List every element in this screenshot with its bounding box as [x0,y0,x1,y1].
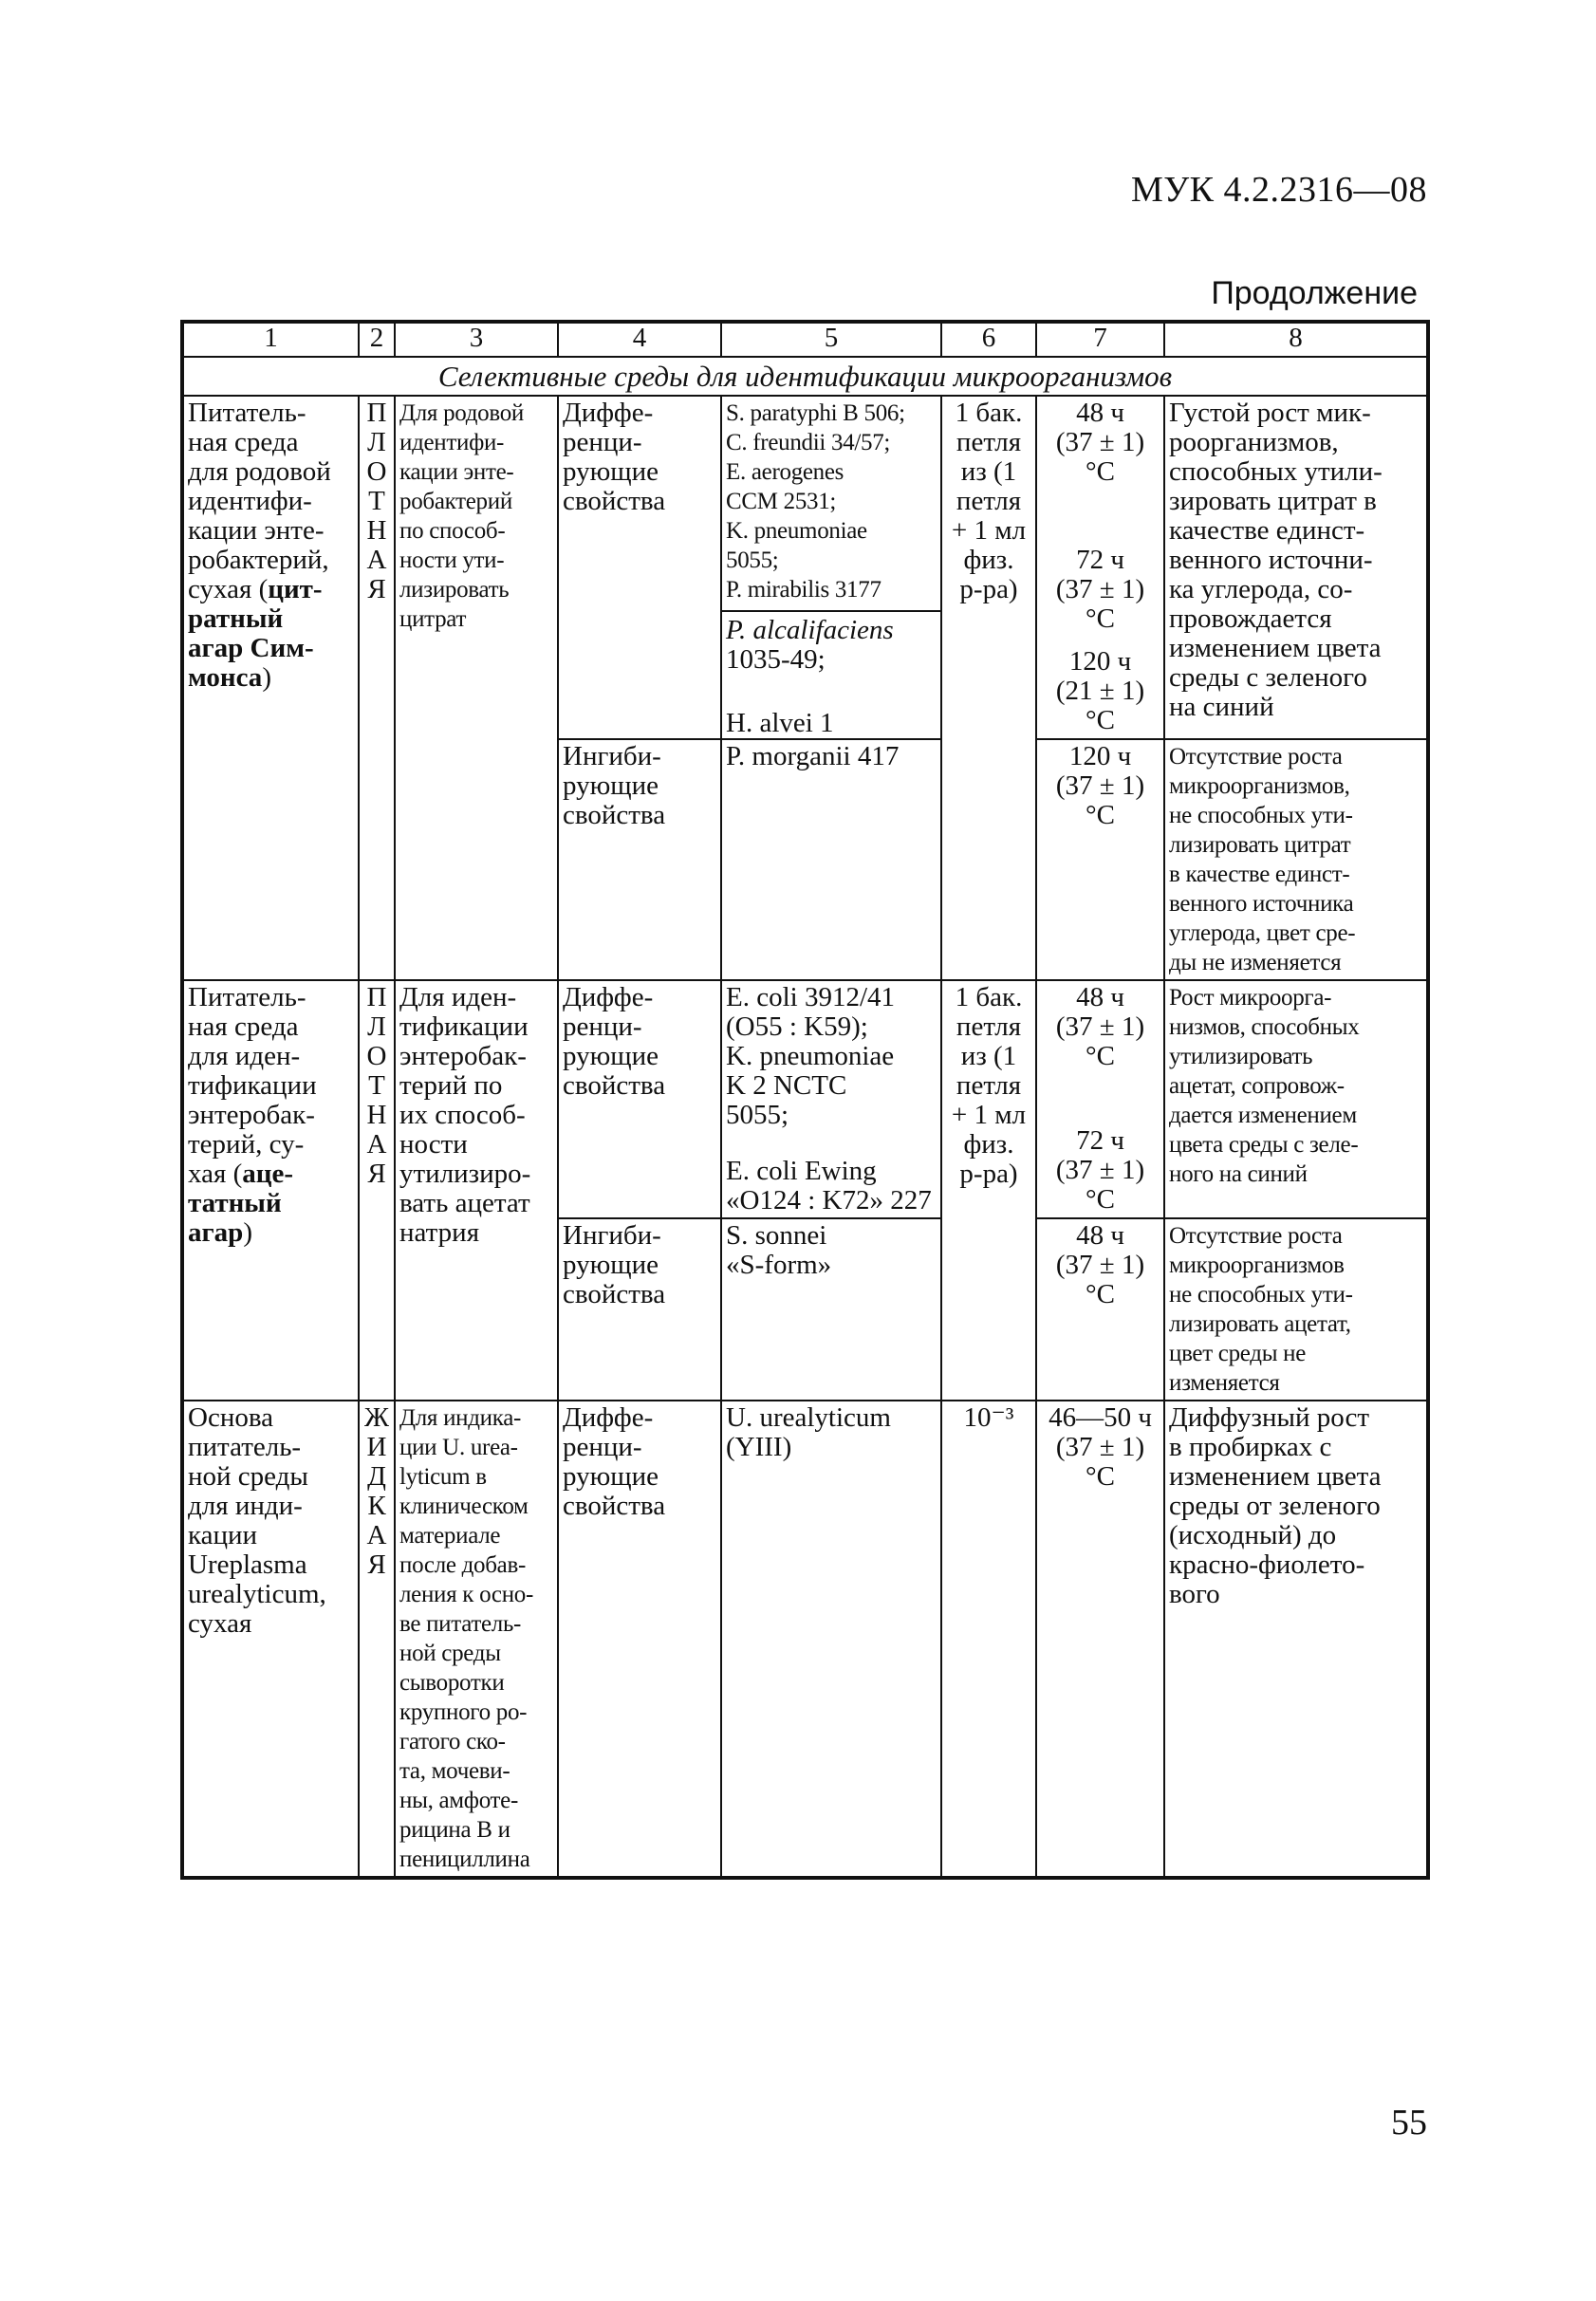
test-strains: S. paratyphi B 506; C. freundii 34/57; E. aerogenes CCM 2531; K. pneumoniae 5055; P. mirabilis 3177 [726,400,905,603]
test-strains: S. sonnei «S-form» [721,1218,941,1401]
test-strains-group [722,610,940,738]
table-row [182,1401,1428,1878]
medium-name-bold: аце- татный агар [188,1159,293,1248]
property-label: Диффе- ренци- рующие свойства [558,396,721,739]
medium-name: Питатель- ная среда для родовой идентифи- кации энте- робактерий, сухая ( [188,398,331,604]
medium-name: Питатель- ная среда для иден- тификации энтеробак- терий, су- хая ( [188,982,317,1189]
column-number: 3 [395,322,558,357]
inoculum-dose: 1 бак. петля из (1 петля + 1 мл физ. р-ра) [941,396,1036,980]
medium-name-cell [182,980,359,1401]
medium-name: Основа питатель- ной среды для инди- кации Ureplasma urealyticum, сухая [182,1401,359,1878]
continuation-label: Продолжение [1211,275,1418,311]
incubation-time: 48 ч (37 ± 1) °С [1055,398,1145,487]
expected-result: Густой рост мик- роорганизмов, способных утили- зировать цитрат в качестве единст- венного источни- ка углерода, со- провождается изменением цвета среды с зеленого на синий [1164,396,1428,739]
column-number: 6 [941,322,1036,357]
test-strain-italic: P. alcalifaciens [726,615,894,645]
inoculum-dose: 1 бак. петля из (1 петля + 1 мл физ. р-ра) [941,980,1036,1401]
strains-cell [721,980,941,1218]
incubation-time: 72 ч (37 ± 1) °С [1055,1125,1145,1215]
medium-purpose: Для иден- тификации энтеробак- терий по их способ- ности утилизиро- вать ацетат натрия [395,980,558,1401]
table-row [182,980,1428,1218]
test-strains: E. coli 3912/41 (O55 : K59); K. pneumoniae K 2 NCTC 5055; [726,982,896,1130]
property-label: Диффе- ренци- рующие свойства [558,1401,721,1878]
test-strain: 1035-49; [726,644,826,675]
column-number: 1 [182,322,359,357]
test-strains: E. coli Ewing «O124 : K72» 227 [726,1156,932,1215]
strains-cell [721,396,941,739]
expected-result: Отсутствие роста микроорганизмов не способных ути- лизировать ацетат, цвет среды не изменяется [1164,1218,1428,1401]
column-number: 2 [359,322,395,357]
section-title: Селективные среды для идентификации микроорганизмов [182,357,1428,396]
medium-name-end: ) [243,1217,252,1248]
column-number: 8 [1164,322,1428,357]
medium-name-end: ) [262,662,271,693]
column-number: 4 [558,322,721,357]
incubation-time: 48 ч (37 ± 1) °С [1036,1218,1164,1401]
media-table [180,320,1430,1880]
medium-name-cell [182,396,359,980]
test-strains: U. urealyticum (YIII) [721,1401,941,1878]
expected-result: Отсутствие роста микроорганизмов, не способных ути- лизировать цитрат в качестве единст- венного источника углерода, цвет сре- ды не изменяется [1164,739,1428,980]
test-strain: H. alvei 1 [726,708,834,738]
medium-form: Ж И Д К А Я [359,1401,395,1878]
incubation-time: 120 ч (21 ± 1) °С [1055,646,1145,735]
incubation-time: 120 ч (37 ± 1) °С [1036,739,1164,980]
incubation-time: 72 ч (37 ± 1) °С [1055,545,1145,634]
property-label: Диффе- ренци- рующие свойства [558,980,721,1218]
page-number: 55 [1391,2103,1427,2143]
medium-purpose: Для родовой идентифи- кации энте- робактерий по способ- ности ути- лизировать цитрат [395,396,558,980]
test-strains: P. morganii 417 [721,739,941,980]
inoculum-dose: 10⁻³ [941,1401,1036,1878]
medium-purpose: Для индика- ции U. urea- lyticum в клиническом материале после добав- ления к осно- ве питатель- ной среды сыворотки крупного ро- гатого ско- та, мочеви- ны, амфоте- рицина В и пенициллина [395,1401,558,1878]
column-number: 7 [1036,322,1164,357]
incubation-time: 48 ч (37 ± 1) °С [1055,982,1145,1071]
medium-form: П Л О Т Н А Я [359,396,395,980]
column-number: 5 [721,322,941,357]
property-label: Ингиби- рующие свойства [558,739,721,980]
medium-name-bold: цит- ратный агар Сим- монса [188,574,323,693]
expected-result: Диффузный рост в пробирках с изменением цвета среды от зеленого (исходный) до красно-фиолето- вого [1164,1401,1428,1878]
medium-form: П Л О Т Н А Я [359,980,395,1401]
expected-result: Рост микроорга- низмов, способных утилизировать ацетат, сопровож- дается изменением цвета среды с зеле- ного на синий [1164,980,1428,1218]
incubation-time: 46—50 ч (37 ± 1) °С [1036,1401,1164,1878]
column-number-row [182,322,1428,357]
document-code: МУК 4.2.2316—08 [1130,170,1427,210]
table-row [182,396,1428,739]
incubation-cell [1036,396,1164,739]
section-title-row [182,357,1428,396]
incubation-cell [1036,980,1164,1218]
property-label: Ингиби- рующие свойства [558,1218,721,1401]
